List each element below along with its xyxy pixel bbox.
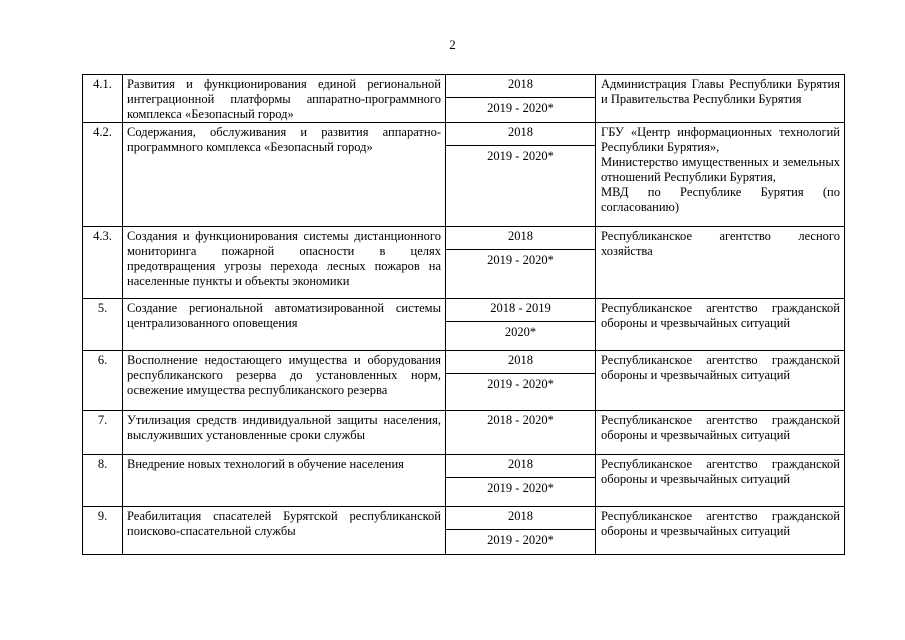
row-number-cell: [83, 123, 123, 227]
executor-cell: [596, 227, 845, 299]
activity-text: Развития и функционирования единой региональной интеграционной платформы аппаратно-программного комплекса «Безопасный город»: [127, 77, 441, 121]
term-cell: [446, 227, 596, 299]
row-number-cell: [83, 455, 123, 507]
row-number-cell: [83, 507, 123, 555]
term-cell: [446, 299, 596, 351]
term-primary: 2018: [508, 229, 533, 243]
activity-text: Восполнение недостающего имущества и оборудования республиканского резерва до установленных норм, освежение имущества республиканского резерва: [127, 353, 441, 397]
term-secondary: 2019 - 2020*: [446, 529, 595, 550]
term-primary: 2018 - 2020*: [487, 413, 554, 427]
row-number: 5.: [97, 301, 108, 315]
executor-text: Республиканское агентство гражданской обороны и чрезвычайных ситуаций: [601, 301, 840, 330]
term-secondary: 2019 - 2020*: [446, 97, 595, 118]
executor-text: ГБУ «Центр информационных технологий Республики Бурятия»,: [601, 125, 840, 154]
row-number: 9.: [97, 509, 108, 523]
activity-cell: [123, 411, 446, 455]
term-primary: 2018 - 2019: [490, 301, 551, 315]
executor-cell: [596, 411, 845, 455]
row-number: 4.1.: [93, 77, 112, 91]
executor-text: Министерство имущественных и земельных отношений Республики Бурятия,: [601, 155, 840, 184]
row-number-cell: [83, 351, 123, 411]
activity-text: Создания и функционирования системы дистанционного мониторинга пожарной опасности в целях предотвращения угрозы перехода лесных пожаров на населенные пункты и объекты экономики: [127, 229, 441, 288]
table-row: [83, 75, 845, 123]
activity-cell: [123, 227, 446, 299]
term-secondary: 2019 - 2020*: [446, 145, 595, 166]
executor-text: Республиканское агентство гражданской обороны и чрезвычайных ситуаций: [601, 413, 840, 442]
executor-cell: [596, 455, 845, 507]
row-number-cell: [83, 411, 123, 455]
table-row: [83, 455, 845, 507]
term-secondary: 2019 - 2020*: [446, 249, 595, 270]
term-cell: [446, 411, 596, 455]
executor-cell: [596, 299, 845, 351]
row-number: 7.: [97, 413, 108, 427]
term-primary: 2018: [508, 77, 533, 91]
activity-cell: [123, 123, 446, 227]
page-number: 2: [449, 37, 456, 52]
term-cell: [446, 123, 596, 227]
activity-text: Создание региональной автоматизированной системы централизованного оповещения: [127, 301, 441, 330]
term-cell: [446, 455, 596, 507]
activity-text: Содержания, обслуживания и развития аппаратно-программного комплекса «Безопасный город»: [127, 125, 441, 154]
term-secondary: 2020*: [446, 321, 595, 342]
executor-cell: [596, 123, 845, 227]
activity-cell: [123, 455, 446, 507]
executor-text: МВД по Республике Бурятия (по согласованию): [601, 185, 840, 214]
term-primary: 2018: [508, 457, 533, 471]
row-number-cell: [83, 299, 123, 351]
row-number-cell: [83, 75, 123, 123]
measures-table: [82, 74, 845, 555]
activity-cell: [123, 507, 446, 555]
term-primary: 2018: [508, 353, 533, 367]
table-row: [83, 123, 845, 227]
activity-text: Утилизация средств индивидуальной защиты населения, выслуживших установленные сроки службы: [127, 413, 441, 442]
executor-text: Администрация Главы Республики Бурятия и Правительства Республики Бурятия: [601, 77, 840, 106]
row-number: 4.2.: [93, 125, 112, 139]
activity-cell: [123, 351, 446, 411]
row-number-cell: [83, 227, 123, 299]
activity-text: Внедрение новых технологий в обучение населения: [127, 457, 404, 471]
table-row: [83, 299, 845, 351]
table-row: [83, 351, 845, 411]
term-secondary: 2019 - 2020*: [446, 477, 595, 498]
row-number: 4.3.: [93, 229, 112, 243]
executor-cell: [596, 351, 845, 411]
activity-cell: [123, 299, 446, 351]
table-row: [83, 227, 845, 299]
term-secondary: 2019 - 2020*: [446, 373, 595, 394]
table-row: [83, 507, 845, 555]
activity-cell: [123, 75, 446, 123]
row-number: 8.: [97, 457, 108, 471]
term-primary: 2018: [508, 509, 533, 523]
term-primary: 2018: [508, 125, 533, 139]
executor-cell: [596, 507, 845, 555]
executor-text: Республиканское агентство гражданской обороны и чрезвычайных ситуаций: [601, 509, 840, 538]
executor-text: Республиканское агентство гражданской обороны и чрезвычайных ситуаций: [601, 457, 840, 486]
row-number: 6.: [97, 353, 108, 367]
executor-text: Республиканское агентство гражданской обороны и чрезвычайных ситуаций: [601, 353, 840, 382]
term-cell: [446, 507, 596, 555]
table-row: [83, 411, 845, 455]
executor-text: Республиканское агентство лесного хозяйства: [601, 229, 840, 258]
term-cell: [446, 351, 596, 411]
activity-text: Реабилитация спасателей Бурятской республиканской поисково-спасательной службы: [127, 509, 441, 538]
term-cell: [446, 75, 596, 123]
executor-cell: [596, 75, 845, 123]
